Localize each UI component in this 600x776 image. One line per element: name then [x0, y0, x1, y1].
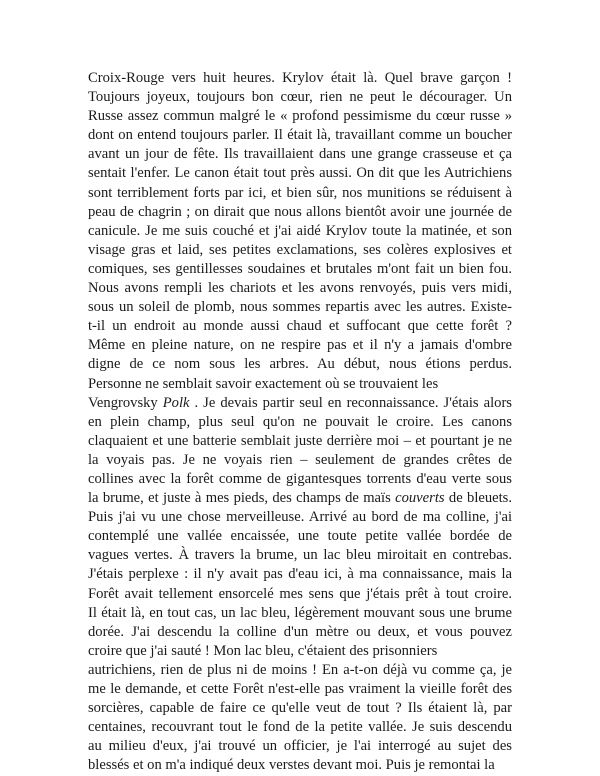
- text-line: [88, 642, 512, 661]
- text-line: [88, 336, 512, 355]
- text-segment: canicule. Je me suis couché et j'ai aidé Krylov toute la matinée, et son: [88, 222, 512, 239]
- text-line: [88, 184, 512, 203]
- text-segment: Vengrovsky: [88, 394, 163, 411]
- text-line: [88, 661, 512, 680]
- text-segment: dont on entend toujours parler. Il était là, travaillant comme un boucher: [88, 127, 512, 144]
- text-segment: Il était là, en tout cas, un lac bleu, légèrement mouvant sous une brume: [88, 604, 512, 621]
- text-line: [88, 527, 512, 546]
- text-segment: croire que j'ai sauté ! Mon lac bleu, c'étaient des prisonniers: [88, 642, 438, 659]
- text-line: [88, 489, 512, 508]
- text-line: [88, 203, 512, 222]
- text-line: [88, 394, 512, 413]
- text-segment: sous un soleil de plomb, nous sommes repartis avec les autres. Existe-: [88, 299, 512, 316]
- text-segment: la voyais pas. Je ne voyais rien – seulement de grandes crêtes de: [88, 451, 512, 468]
- text-line: [88, 107, 512, 126]
- text-segment: sorcières, capable de faire ce qu'elle veut de tout ? Ils étaient là, par: [88, 700, 512, 717]
- text-line: [88, 470, 512, 489]
- text-segment: collines avec la forêt comme de gigantesques torrents d'eau verte sous: [88, 470, 512, 487]
- text-segment: Puis j'ai vu une chose merveilleuse. Arrivé au bord de ma colline, j'ai: [88, 509, 512, 526]
- text-line: [88, 317, 512, 336]
- text-segment: Même en pleine nature, on ne respire pas et il n'y a jamais d'ombre: [88, 337, 512, 354]
- text-line: [88, 260, 512, 279]
- text-segment: J'étais perplexe : il n'y avait pas d'eau ici, à ma connaissance, mais la: [88, 566, 512, 583]
- italic-text: couverts: [395, 490, 445, 507]
- text-segment: dorée. J'ai descendu la colline d'un mètre ou deux, et vous pouvez: [88, 623, 512, 640]
- text-line: [88, 565, 512, 584]
- text-line: [88, 375, 512, 394]
- text-segment: comiques, ses gentillesses soudaines et brutales m'ont fait un bien fou.: [88, 260, 512, 277]
- text-line: [88, 546, 512, 565]
- text-line: [88, 222, 512, 241]
- text-line: [88, 604, 512, 623]
- text-segment: Nous avons rempli les chariots et les avons renvoyés, puis vers midi,: [88, 280, 512, 297]
- text-segment: Croix-Rouge vers huit heures. Krylov était là. Quel brave garçon !: [88, 70, 512, 86]
- text-line: [88, 69, 512, 88]
- text-segment: sentait l'enfer. Le canon était tout près aussi. On dit que les Autrichiens: [88, 165, 512, 182]
- text-line: [88, 164, 512, 183]
- text-segment: au milieu d'eux, j'ai trouvé un officier, je l'ai interrogé au sujet des: [88, 738, 512, 755]
- text-segment: autrichiens, rien de plus ni de moins ! En a-t-on déjà vu comme ça, je: [88, 661, 512, 678]
- text-segment: vagues vertes. À travers la brume, un lac bleu miroitait en contrebas.: [88, 547, 512, 564]
- text-segment: avant un jour de fête. Ils travaillaient dans une grange crasseuse et ça: [88, 146, 512, 163]
- text-segment: visage gras et laid, ses petites exclamations, ses colères explosives et: [88, 241, 512, 258]
- text-segment: blessés et on m'a indiqué deux verstes devant moi. Puis je remontai la: [88, 757, 495, 774]
- text-line: [88, 623, 512, 642]
- text-line: [88, 355, 512, 374]
- text-line: [88, 756, 512, 775]
- text-segment: sont terriblement forts par ici, et bien sûr, nos munitions se réduisent à: [88, 184, 512, 201]
- text-line: [88, 279, 512, 298]
- text-segment: en plein champ, plus seul qu'on ne pouvait le croire. Les canons: [88, 413, 512, 430]
- text-line: [88, 585, 512, 604]
- text-line: [88, 680, 512, 699]
- italic-text: Polk: [162, 394, 190, 411]
- text-line: [88, 699, 512, 718]
- text-line: [88, 432, 512, 451]
- text-segment: digne de ce nom sous les arbres. Au début, nous étions perdus.: [88, 356, 512, 373]
- text-line: [88, 737, 512, 756]
- text-segment: Russe assez commun malgré le « profond pessimisme du cœur russe »: [88, 108, 512, 125]
- text-segment: centaines, recouvrant tout le fond de la petite vallée. Je suis descendu: [88, 719, 512, 736]
- text-line: [88, 451, 512, 470]
- text-segment: . Je devais partir seul en reconnaissance. J'étais alors: [189, 394, 512, 411]
- text-line: [88, 241, 512, 260]
- text-line: [88, 298, 512, 317]
- body-text: [88, 69, 512, 775]
- text-segment: peau de chagrin ; on dirait que nous allons bientôt avoir une journée de: [88, 203, 512, 220]
- text-line: [88, 145, 512, 164]
- text-line: [88, 88, 512, 107]
- text-line: [88, 718, 512, 737]
- text-segment: claquaient et une batterie semblait juste derrière moi – et pourtant je ne: [88, 432, 512, 449]
- text-segment: contemplé une vallée encaissée, une toute petite vallée bordée de: [88, 528, 512, 545]
- text-line: [88, 508, 512, 527]
- text-segment: me le demande, et cette Forêt n'est-elle pas vraiment la vieille forêt des: [88, 681, 512, 697]
- text-segment: Forêt avait tellement ensorcelé mes sens que j'étais prêt à tout croire.: [88, 585, 512, 602]
- text-segment: la brume, et juste à mes pieds, des champs de maïs: [88, 490, 396, 507]
- text-segment: de bleuets.: [444, 490, 513, 507]
- text-segment: Personne ne semblait savoir exactement où se trouvaient les: [88, 375, 439, 392]
- text-line: [88, 126, 512, 145]
- text-line: [88, 413, 512, 432]
- text-segment: t-il un endroit au monde aussi chaud et suffocant que cette forêt ?: [88, 318, 512, 335]
- text-segment: Toujours joyeux, toujours bon cœur, rien ne peut le décourager. Un: [88, 89, 512, 106]
